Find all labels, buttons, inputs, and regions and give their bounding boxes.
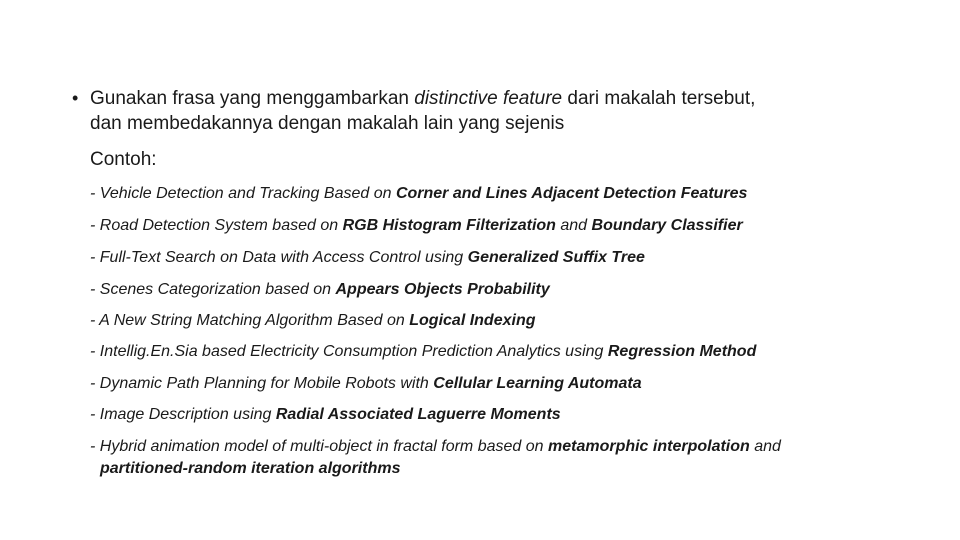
bullet-text-italic: distinctive feature [414, 88, 563, 109]
example-prefix: - Vehicle Detection and Tracking Based on [90, 185, 396, 202]
example-bold-2: partitioned-random iteration algorithms [100, 460, 401, 477]
example-prefix: - Dynamic Path Planning for Mobile Robots with [90, 375, 434, 392]
example-bold: metamorphic interpolation [547, 438, 750, 455]
example-item [90, 247, 645, 269]
example-bold: RGB Histogram Filterization [342, 217, 556, 234]
example-item [90, 341, 756, 363]
example-prefix: - Intellig.En.Sia based Electricity Consumption Prediction Analytics using [90, 343, 608, 360]
example-bold: Cellular Learning Automata [433, 375, 642, 392]
example-bold: Regression Method [607, 343, 757, 360]
example-bold-2: Boundary Classifier [591, 217, 743, 234]
contoh-label: Contoh: [90, 149, 157, 170]
example-item [90, 404, 561, 426]
example-prefix: - Hybrid animation model of multi-object in fractal form based on [90, 438, 548, 455]
example-item [90, 183, 747, 205]
example-item [90, 373, 642, 395]
example-bold: Corner and Lines Adjacent Detection Features [395, 185, 748, 202]
example-prefix: - Scenes Categorization based on [90, 281, 336, 298]
example-bold: Appears Objects Probability [335, 281, 550, 298]
example-item [90, 436, 910, 480]
example-bold: Logical Indexing [409, 312, 536, 329]
bullet-text-before: Gunakan frasa yang menggambarkan [90, 88, 415, 109]
example-prefix: - A New String Matching Algorithm Based on [90, 312, 410, 329]
example-mid: and [555, 217, 592, 234]
example-bold: Generalized Suffix Tree [467, 249, 645, 266]
example-prefix: - Full-Text Search on Data with Access Control using [90, 249, 468, 266]
example-mid: and [749, 438, 781, 455]
example-item [90, 310, 535, 332]
example-item [90, 279, 550, 301]
example-bold: Radial Associated Laguerre Moments [275, 406, 561, 423]
example-prefix: - Road Detection System based on [90, 217, 343, 234]
example-prefix: - Image Description using [90, 406, 276, 423]
bullet-text-line2: dan membedakannya dengan makalah lain yang sejenis [90, 113, 565, 134]
bullet-marker: • [72, 88, 79, 108]
bullet-text-after: dari makalah tersebut, [562, 88, 756, 109]
example-item [90, 215, 743, 237]
